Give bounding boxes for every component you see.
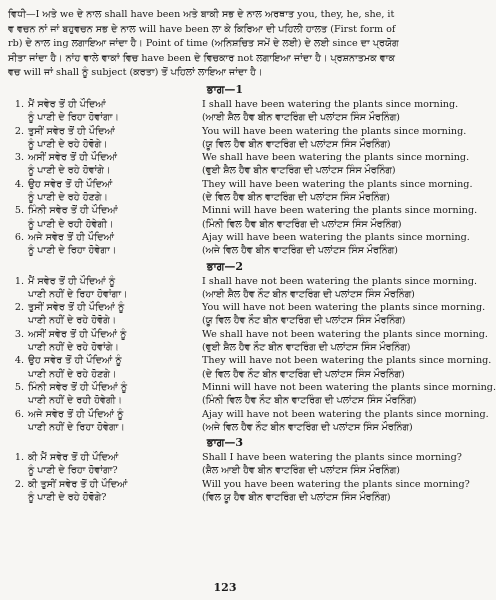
punjabi-line-1: [8, 478, 202, 491]
punjabi-text: ਨੂੰ ਪਾਣੀ ਦੇ ਰਹੇ ਹੋਵੋਗੇ।: [28, 138, 108, 150]
punjabi-text: ਪਾਣੀ ਨਹੀਂ ਦੇ ਰਹੇ ਹੋਵਾਂਗੇ।: [28, 342, 119, 354]
punjabi-line-1: [8, 328, 202, 341]
item-number: 4.: [14, 178, 24, 190]
english-sentence: You will have not been watering the plants since morning.: [202, 302, 486, 314]
english-sentence: We shall have not been watering the plants since morning.: [202, 328, 488, 340]
punjabi-text: ਪਾਣੀ ਨਹੀਂ ਦੇ ਰਹੇ ਹੋਵੋਗੇ।: [28, 315, 117, 327]
sentence-row: [8, 231, 470, 244]
english-sentence: They will have not been watering the plants since morning.: [202, 355, 492, 367]
punjabi-text: ਅਸੀਂ ਸਵੇਰ ਤੋਂ ਹੀ ਪੌਦਿਆਂ ਨੂੰ: [28, 328, 127, 340]
punjabi-line-1: [8, 231, 202, 244]
punjabi-line-1: [8, 451, 202, 464]
sentence-row: [8, 178, 473, 191]
sentence-row: [8, 451, 462, 464]
sentence-row-continued: [8, 464, 442, 477]
punjabi-line-1: [8, 125, 202, 138]
punjabi-text: ਮੈਂ ਸਵੇਰ ਤੋਂ ਹੀ ਪੌਦਿਆਂ ਨੂੰ: [28, 275, 116, 287]
punjabi-text: ਅਜੇ ਸਵੇਰ ਤੋਂ ਹੀ ਪੌਦਿਆਂ ਨੂੰ: [28, 408, 124, 420]
punjabi-line-1: [8, 354, 202, 367]
punjabi-text: ਨੂੰ ਪਾਣੀ ਦੇ ਰਹੇ ਹੋਣਗੇ।: [28, 192, 108, 204]
sentence-row-continued: [8, 368, 442, 381]
punjabi-line-1: [8, 204, 202, 217]
punjabi-text: ਕੀ ਤੁਸੀਂ ਸਵੇਰ ਤੋਂ ਹੀ ਪੌਦਿਆਂ: [28, 478, 128, 490]
punjabi-text: ਨੂੰ ਪਾਣੀ ਦੇ ਰਹੇ ਹੋਵੋਗੇ?: [28, 491, 107, 503]
english-sentence: You will have been watering the plants since morning.: [202, 125, 467, 137]
item-number: 6.: [14, 408, 24, 420]
intro-line: rb) ਦੇ ਨਾਲ ing ਲਗਾਇਆ ਜਾਂਦਾ ਹੈ। Point of time (ਅਨਿਸ਼ਚਿਤ ਸਮੇਂ ਦੇ ਲਈ) ਦੇ ਲਈ since ਦਾ ਪ੍ਰਯੋਗ: [8, 38, 399, 50]
pronunciation: (ਯੂ ਵਿਲ ਹੈਵ ਨੌਟ ਬੀਨ ਵਾਟਰਿੰਗ ਦੀ ਪਲਾਂਟਸ ਸਿੰਸ ਮੌਰਨਿੰਗ): [202, 315, 406, 327]
punjabi-line-1: [8, 301, 202, 314]
intro-paragraph: [8, 8, 442, 81]
sentence-row-continued: [8, 218, 442, 231]
pronunciation: (ਆਈ ਸ਼ੈਲ ਹੈਵ ਬੀਨ ਵਾਟਰਿੰਗ ਦੀ ਪਲਾਂਟਸ ਸਿੰਸ ਮੌਰਨਿੰਗ): [202, 112, 400, 124]
sentence-row-continued: [8, 341, 442, 354]
intro-line: ਵ ਵਚਨ ਨਾਂ ਜਾਂ ਬਹੁਵਚਨ ਸਭ ਦੇ ਨਾਲ will have been ਲਾ ਕੇ ਕਿਰਿਆ ਦੀ ਪਹਿਲੀ ਹਾਲਤ (First form of: [8, 23, 396, 35]
punjabi-text: ਅਸੀਂ ਸਵੇਰ ਤੋਂ ਹੀ ਪੌਦਿਆਂ: [28, 152, 118, 164]
sentence-row-continued: [8, 421, 442, 434]
item-number: 2.: [14, 302, 24, 314]
punjabi-line-2: [8, 164, 202, 177]
punjabi-text: ਤੁਸੀਂ ਸਵੇਰ ਤੋਂ ਹੀ ਪੌਦਿਆਂ: [28, 125, 115, 137]
sentence-row-continued: [8, 314, 442, 327]
item-number: 5.: [14, 205, 24, 217]
pronunciation: (ਵੁਈ ਸ਼ੈਲ ਹੈਵ ਨੌਟ ਬੀਨ ਵਾਟਰਿੰਗ ਦੀ ਪਲਾਂਟਸ ਸਿੰਸ ਮੌਰਨਿੰਗ): [202, 342, 411, 354]
sentence-row-continued: [8, 138, 442, 151]
punjabi-line-1: [8, 151, 202, 164]
pronunciation: (ਮਿੰਨੀ ਵਿਲ ਹੈਵ ਨੌਟ ਬੀਨ ਵਾਟਰਿੰਗ ਦੀ ਪਲਾਂਟਸ ਸਿੰਸ ਮੌਰਨਿੰਗ): [202, 395, 417, 407]
punjabi-line-2: [8, 464, 202, 477]
item-number: 1.: [14, 275, 24, 287]
punjabi-text: ਪਾਣੀ ਨਹੀਂ ਦੇ ਰਹੇ ਹੋਣਗੇ।: [28, 368, 117, 380]
item-number: 1.: [14, 98, 24, 110]
sentence-row: [8, 478, 470, 491]
punjabi-line-2: [8, 314, 202, 327]
pronunciation: (ਆਈ ਸ਼ੈਲ ਹੈਵ ਨੌਟ ਬੀਨ ਵਾਟਰਿੰਗ ਦੀ ਪਲਾਂਟਸ ਸਿੰਸ ਮੌਰਨਿੰਗ): [202, 288, 415, 300]
punjabi-line-1: [8, 381, 202, 394]
punjabi-line-2: [8, 218, 202, 231]
punjabi-text: ਮਿੰਨੀ ਸਵੇਰ ਤੋਂ ਹੀ ਪੌਦਿਆਂ: [28, 205, 118, 217]
item-number: 2.: [14, 478, 24, 490]
english-sentence: Ajay will have been watering the plants since morning.: [202, 231, 470, 243]
english-sentence: I shall have not been watering the plants since morning.: [202, 275, 478, 287]
punjabi-text: ਅਜੇ ਸਵੇਰ ਤੋਂ ਹੀ ਪੌਦਿਆਂ: [28, 231, 115, 243]
punjabi-line-1: [8, 98, 202, 111]
sentence-row: [8, 301, 486, 314]
punjabi-line-2: [8, 111, 202, 124]
pronunciation: (ਸ਼ੈਲ ਆਈ ਹੈਵ ਬੀਨ ਵਾਟਰਿੰਗ ਦੀ ਪਲਾਂਟਸ ਸਿੰਸ ਮੌਰਨਿੰਗ): [202, 465, 400, 477]
sentence-row: [8, 328, 488, 341]
sentence-row-continued: [8, 111, 442, 124]
pronunciation: (ਯੂ ਵਿਲ ਹੈਵ ਬੀਨ ਵਾਟਰਿੰਗ ਦੀ ਪਲਾਂਟਸ ਸਿੰਸ ਮੌਰਨਿੰਗ): [202, 138, 391, 150]
english-sentence: Will you have been watering the plants since morning?: [202, 478, 470, 490]
pronunciation: (ਵੁਈ ਸ਼ੈਲ ਹੈਵ ਬੀਨ ਵਾਟਰਿੰਗ ਦੀ ਪਲਾਂਟਸ ਸਿੰਸ ਮੌਰਨਿੰਗ): [202, 165, 396, 177]
item-number: 2.: [14, 125, 24, 137]
punjabi-text: ਨੂੰ ਪਾਣੀ ਦੇ ਰਹੇ ਹੋਵਾਂਗੇ।: [28, 165, 111, 177]
sentence-row: [8, 204, 478, 217]
punjabi-line-2: [8, 341, 202, 354]
item-number: 3.: [14, 328, 24, 340]
punjabi-text: ਨੂੰ ਪਾਣੀ ਦੇ ਰਿਹਾ ਹੋਵਾਂਗਾ?: [28, 465, 118, 477]
sentence-row: [8, 125, 467, 138]
item-number: 3.: [14, 152, 24, 164]
punjabi-text: ਨੂੰ ਪਾਣੀ ਦੇ ਰਿਹਾ ਹੋਵੇਗਾ।: [28, 245, 117, 257]
intro-line: ਵਚ will ਜਾਂ shall ਨੂੰ subject (ਕਰਤਾ) ਤੋਂ ਪਹਿਲਾਂ ਲਾਇਆ ਜਾਂਦਾ ਹੈ।: [8, 67, 263, 79]
punjabi-line-2: [8, 288, 202, 301]
section-heading: ਭਾਗ—2: [206, 259, 244, 273]
punjabi-line-1: [8, 178, 202, 191]
punjabi-text: ਪਾਣੀ ਨਹੀਂ ਦੇ ਰਿਹਾ ਹੋਵਾਂਗਾ।: [28, 288, 128, 300]
sentence-row: [8, 354, 492, 367]
pronunciation: (ਮਿੰਨੀ ਵਿਲ ਹੈਵ ਬੀਨ ਵਾਟਰਿੰਗ ਦੀ ਪਲਾਂਟਸ ਸਿੰਸ ਮੌਰਨਿੰਗ): [202, 218, 402, 230]
english-sentence: We shall have been watering the plants since morning.: [202, 152, 470, 164]
item-number: 4.: [14, 355, 24, 367]
punjabi-text: ਪਾਣੀ ਨਹੀਂ ਦੇ ਰਿਹਾ ਹੋਵੇਗਾ।: [28, 421, 125, 433]
sentence-row-continued: [8, 244, 442, 257]
punjabi-text: ਕੀ ਮੈਂ ਸਵੇਰ ਤੋਂ ਹੀ ਪੌਦਿਆਂ: [28, 452, 119, 464]
item-number: 5.: [14, 381, 24, 393]
sentence-row: [8, 98, 459, 111]
punjabi-line-1: [8, 275, 202, 288]
exercise-sections: [8, 82, 496, 504]
punjabi-line-2: [8, 191, 202, 204]
intro-line: ਸੀਤਾ ਜਾਂਦਾ ਹੈ। ਨਾਂਹ ਵਾਲੇ ਵਾਕਾਂ ਵਿਚ have been ਦੇ ਵਿਚਕਾਰ not ਲਗਾਇਆ ਜਾਂਦਾ ਹੈ। ਪ੍ਰਸ਼ਨਾਤਮਕ ਵਾਕ: [8, 52, 396, 64]
punjabi-text: ਨੂੰ ਪਾਣੀ ਦੇ ਰਿਹਾ ਹੋਵਾਂਗਾ।: [28, 112, 120, 124]
english-sentence: They will have been watering the plants since morning.: [202, 178, 473, 190]
item-number: 1.: [14, 452, 24, 464]
punjabi-text: ਮਿੰਨੀ ਸਵੇਰ ਤੋਂ ਹੀ ਪੌਦਿਆਂ ਨੂੰ: [28, 381, 128, 393]
punjabi-line-2: [8, 394, 202, 407]
sentence-row-continued: [8, 164, 442, 177]
section-heading: ਭਾਗ—1: [206, 82, 244, 96]
punjabi-line-2: [8, 138, 202, 151]
sentence-row-continued: [8, 394, 442, 407]
english-sentence: Ajay will have not been watering the plants since morning.: [202, 408, 489, 420]
english-sentence: I shall have been watering the plants since morning.: [202, 98, 459, 110]
punjabi-text: ਪਾਣੀ ਨਹੀਂ ਦੇ ਰਹੀ ਹੋਵੇਗੀ।: [28, 395, 123, 407]
sentence-row-continued: [8, 191, 442, 204]
english-sentence: Shall I have been watering the plants since morning?: [202, 452, 462, 464]
punjabi-text: ਮੈਂ ਸਵੇਰ ਤੋਂ ਹੀ ਪੌਦਿਆਂ: [28, 98, 106, 110]
punjabi-line-2: [8, 368, 202, 381]
pronunciation: (ਦੇ ਵਿਲ ਹੈਵ ਬੀਨ ਵਾਟਰਿੰਗ ਦੀ ਪਲਾਂਟਸ ਸਿੰਸ ਮੌਰਨਿੰਗ): [202, 192, 390, 204]
page-number: 123: [213, 581, 237, 594]
pronunciation: (ਦੇ ਵਿਲ ਹੈਵ ਨੌਟ ਬੀਨ ਵਾਟਰਿੰਗ ਦੀ ਪਲਾਂਟਸ ਸਿੰਸ ਮੌਰਨਿੰਗ): [202, 368, 405, 380]
punjabi-text: ਤੁਸੀਂ ਸਵੇਰ ਤੋਂ ਹੀ ਪੌਦਿਆਂ ਨੂੰ: [28, 302, 125, 314]
sentence-row-continued: [8, 491, 442, 504]
sentence-row: [8, 408, 489, 421]
intro-line: ਵਿਧੀ—I ਅਤੇ we ਦੇ ਨਾਲ shall have been ਅਤੇ ਬਾਕੀ ਸਭ ਦੇ ਨਾਲ ਅਰਥਾਤ you, they, he, she, it: [8, 9, 395, 20]
punjabi-line-2: [8, 491, 202, 504]
sentence-row: [8, 275, 478, 288]
punjabi-line-1: [8, 408, 202, 421]
punjabi-line-2: [8, 244, 202, 257]
sentence-row: [8, 151, 470, 164]
sentence-row-continued: [8, 288, 442, 301]
punjabi-text: ਉਹ ਸਵੇਰ ਤੋਂ ਹੀ ਪੌਦਿਆਂ ਨੂੰ: [28, 355, 122, 367]
item-number: 6.: [14, 231, 24, 243]
english-sentence: Minni will have not been watering the plants since morning.: [202, 381, 496, 393]
punjabi-text: ਨੂੰ ਪਾਣੀ ਦੇ ਰਹੀ ਹੋਵੇਗੀ।: [28, 218, 114, 230]
english-sentence: Minni will have been watering the plants since morning.: [202, 205, 478, 217]
punjabi-line-2: [8, 421, 202, 434]
punjabi-text: ਉਹ ਸਵੇਰ ਤੋਂ ਹੀ ਪੌਦਿਆਂ: [28, 178, 113, 190]
section-heading: ਭਾਗ—3: [206, 436, 244, 450]
pronunciation: (ਅਜੇ ਵਿਲ ਹੈਵ ਬੀਨ ਵਾਟਰਿੰਗ ਦੀ ਪਲਾਂਟਸ ਸਿੰਸ ਮੌਰਨਿੰਗ): [202, 245, 398, 257]
pronunciation: (ਅਜੇ ਵਿਲ ਹੈਵ ਨੌਟ ਬੀਨ ਵਾਟਰਿੰਗ ਦੀ ਪਲਾਂਟਸ ਸਿੰਸ ਮੌਰਨਿੰਗ): [202, 421, 413, 433]
sentence-row: [8, 381, 496, 394]
pronunciation: (ਵਿਲ ਯੂ ਹੈਵ ਬੀਨ ਵਾਟਰਿੰਗ ਦੀ ਪਲਾਂਟਸ ਸਿੰਸ ਮੌਰਨਿੰਗ): [202, 491, 391, 503]
